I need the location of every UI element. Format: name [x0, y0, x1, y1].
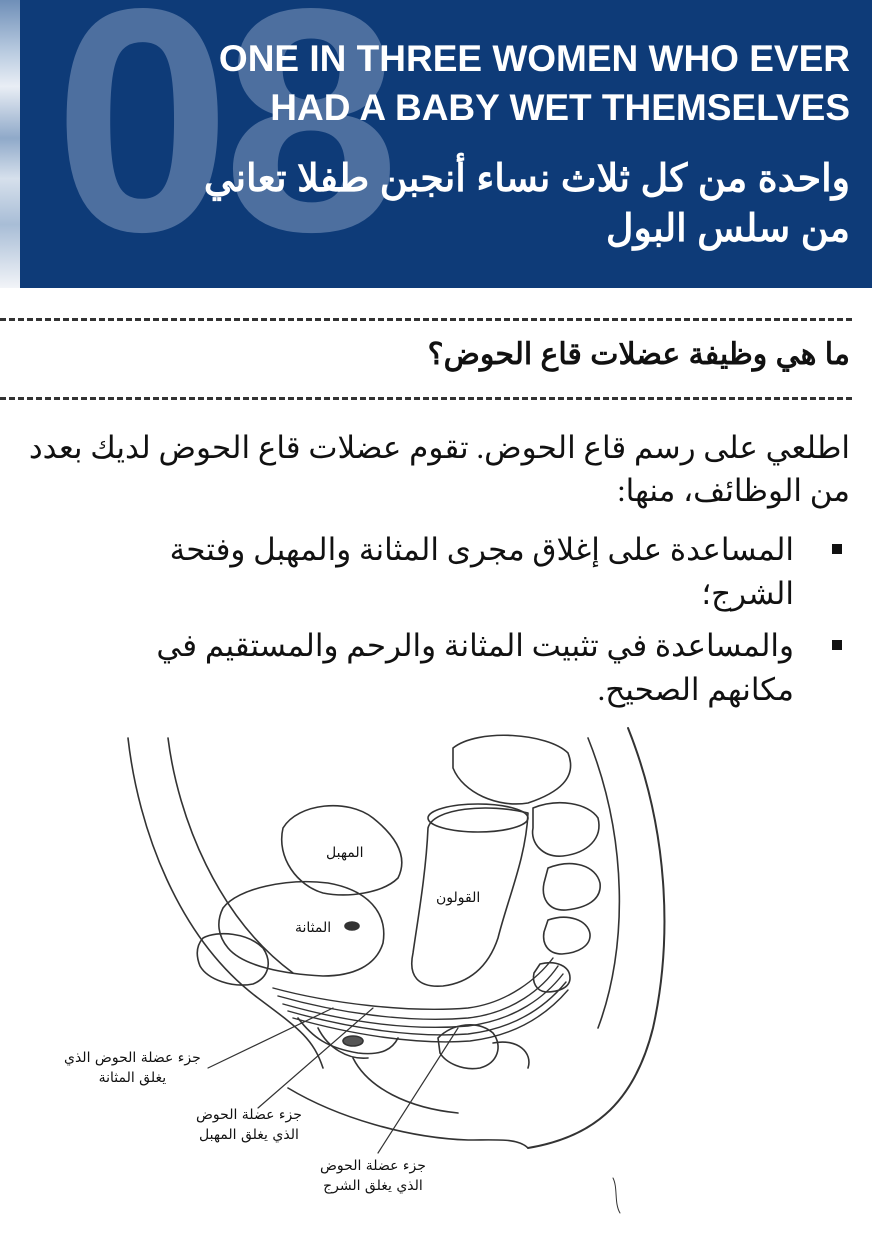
title-arabic [90, 154, 850, 254]
list-item [70, 624, 850, 712]
title-english [90, 34, 850, 132]
label-muscle-anus-line-2: الذي يغلق الشرج [323, 1178, 423, 1194]
label-muscle-anus-line-1: جزء عضلة الحوض [320, 1158, 426, 1174]
label-muscle-vagina-line-1: جزء عضلة الحوض [196, 1107, 302, 1123]
title-english-line-1: ONE IN THREE WOMEN WHO EVER [218, 38, 850, 79]
list-item-text: والمساعدة في تثبيت المثانة والرحم والمستقيم في مكانهم الصحيح. [156, 628, 794, 707]
title-english-line-2: HAD A BABY WET THEMSELVES [270, 87, 850, 128]
title-arabic-line-2: من سلس البول [605, 208, 850, 250]
divider-top [0, 318, 852, 321]
label-muscle-bladder-line-1: جزء عضلة الحوض الذي [64, 1050, 201, 1066]
label-bladder: المثانة [295, 920, 332, 936]
title-arabic-line-1: واحدة من كل ثلاث نساء أنجبن طفلا تعاني [203, 158, 850, 200]
label-muscle-vagina-line-2: الذي يغلق المهبل [199, 1127, 299, 1143]
list-item [70, 528, 850, 616]
label-muscle-vagina [196, 1105, 302, 1145]
label-muscle-anus [320, 1156, 426, 1196]
pelvic-floor-diagram [64, 708, 680, 1228]
label-muscle-bladder-line-2: يغلق المثانة [98, 1070, 167, 1086]
label-muscle-bladder [64, 1048, 201, 1088]
bullet-square-icon [832, 544, 842, 554]
left-photo-strip [0, 0, 20, 288]
pelvic-anatomy-illustration [108, 708, 680, 1228]
function-list [70, 528, 850, 720]
header-banner [20, 0, 872, 288]
label-colon: القولون [436, 890, 481, 906]
bullet-square-icon [832, 640, 842, 650]
label-vagina: المهبل [326, 845, 364, 861]
list-item-text: المساعدة على إغلاق مجرى المثانة والمهبل وفتحة الشرج؛ [169, 532, 794, 611]
divider-bottom [0, 397, 852, 400]
intro-paragraph: اطلعي على رسم قاع الحوض. تقوم عضلات قاع الحوض لديك بعدد من الوظائف، منها: [28, 430, 850, 508]
section-heading: ما هي وظيفة عضلات قاع الحوض؟ [427, 338, 850, 371]
chapter-number: 08 [54, 0, 392, 288]
